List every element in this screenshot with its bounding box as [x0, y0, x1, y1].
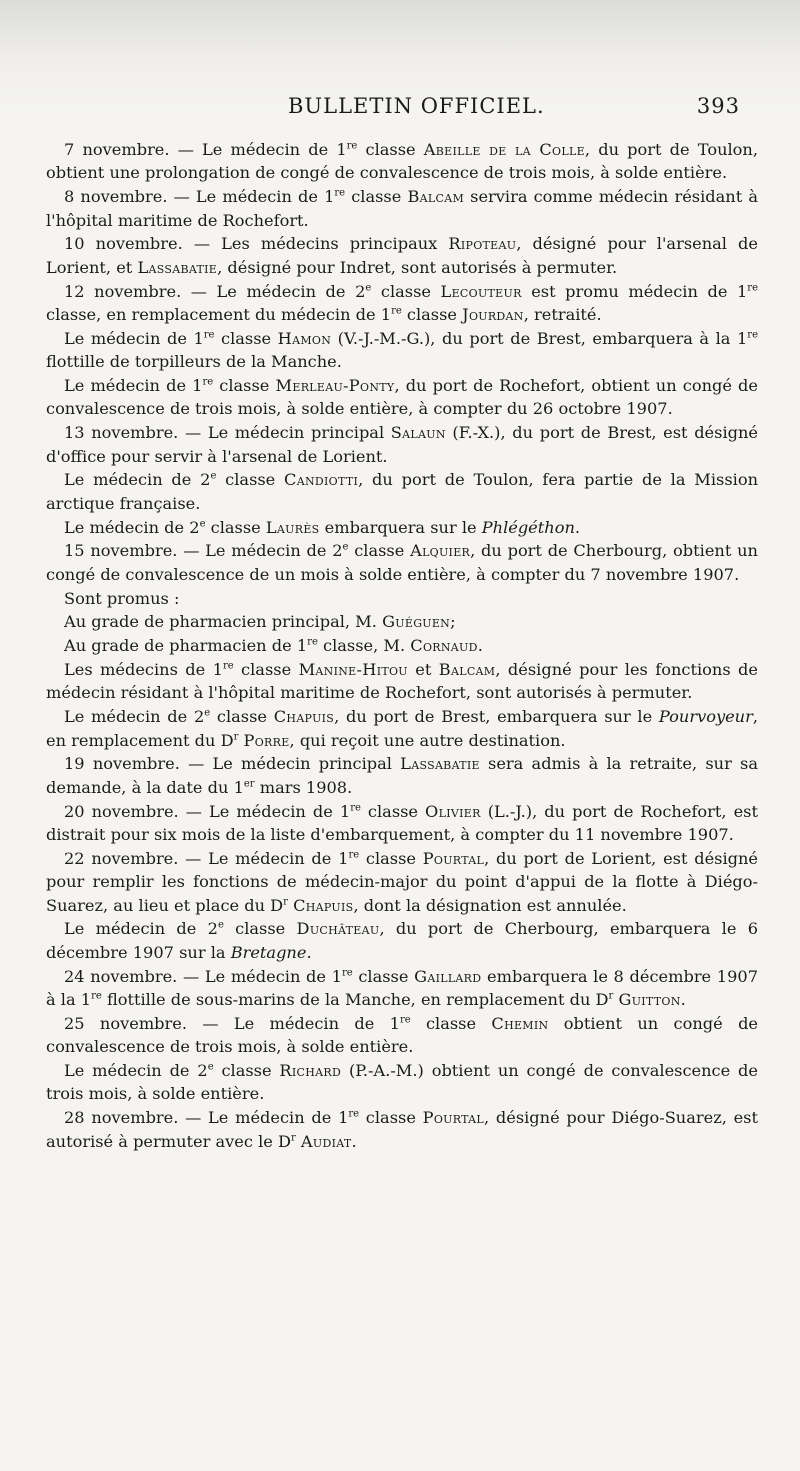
- ordinal-superscript: re: [348, 849, 360, 861]
- ordinal-superscript: r: [233, 731, 239, 743]
- paragraph: [46, 587, 758, 610]
- text-run: 12 novembre. — Le médecin de: [64, 281, 356, 301]
- text-run: .: [574, 517, 581, 537]
- page-header: [70, 90, 740, 126]
- ordinal-superscript: re: [202, 376, 214, 388]
- paragraph: [46, 280, 758, 327]
- paragraph: [46, 468, 758, 515]
- text-run: 1: [233, 777, 244, 797]
- text-run: Le médecin de: [64, 1061, 198, 1081]
- paragraph: [46, 634, 758, 657]
- text-run: classe: [213, 376, 276, 396]
- text-run: 1: [324, 187, 335, 207]
- text-run: , du port de Cherbourg, obtient un congé de convalescence de un mois à solde entière, à compter du 7 novembre 1907.: [46, 541, 758, 584]
- ordinal-superscript: e: [217, 920, 224, 932]
- text-run: .: [680, 990, 686, 1010]
- person-name: Guéguen: [382, 612, 451, 632]
- ordinal-superscript: re: [341, 967, 353, 979]
- ordinal-superscript: re: [348, 1108, 360, 1120]
- ordinal-superscript: e: [204, 707, 211, 719]
- text-run: 2: [355, 281, 366, 301]
- ordinal-superscript: re: [747, 282, 758, 294]
- text-run: 1: [336, 140, 347, 159]
- text-run: 2: [200, 470, 211, 490]
- text-run: embarquera le 8 décembre 1907 à la: [46, 966, 758, 1010]
- paragraph: [46, 1059, 758, 1106]
- text-run: 1: [389, 1013, 400, 1033]
- text-run: 2: [197, 1061, 208, 1081]
- text-run: classe: [360, 801, 426, 821]
- text-run: , désigné pour les fonctions de médecin résidant à l'hôpital maritime de Rochefort, sont autorisés à permuter.: [46, 660, 758, 703]
- text-run: , du port de Toulon, fera partie de la Mission arctique française.: [46, 470, 759, 513]
- person-name: Audiat: [300, 1131, 352, 1151]
- text-run: flottille de sous-marins de la Manche, en remplacement du D: [101, 990, 609, 1010]
- ordinal-superscript: e: [342, 542, 349, 554]
- text-run: , du port de Rochefort, obtient un congé de convalescence de trois mois, à solde entière, à compter du 26 octobre 1907.: [46, 376, 758, 419]
- person-name: Laurès: [265, 517, 320, 537]
- text-run: classe: [359, 848, 423, 868]
- text-run: Le médecin de: [64, 376, 193, 396]
- text-run: classe: [352, 966, 415, 986]
- text-run: classe: [359, 1108, 423, 1128]
- ordinal-superscript: e: [207, 1061, 214, 1073]
- person-name: Candiotti: [284, 470, 359, 490]
- person-name: Balcam: [438, 660, 496, 680]
- text-run: 1: [339, 801, 351, 821]
- text-run: Le médecin de: [64, 919, 208, 939]
- person-name: Duchâteau: [296, 919, 380, 939]
- person-name: Pourtal: [422, 848, 485, 868]
- text-run: 19 novembre. — Le médecin principal: [64, 754, 401, 774]
- text-run: 20 novembre. — Le médecin de: [64, 801, 340, 821]
- ordinal-superscript: re: [350, 802, 361, 814]
- person-name: Cornaud: [410, 636, 478, 656]
- text-run: 1: [338, 1108, 349, 1128]
- text-run: 15 novembre. — Le médecin de: [64, 541, 333, 561]
- person-name: Gaillard: [414, 966, 482, 986]
- text-run: , du port de Lorient, est désigné pour remplir les fonctions de médecin-major du point d'appui de la flotte à Diégo-Suarez, au lieu et place du D: [46, 848, 758, 915]
- ordinal-superscript: re: [391, 305, 402, 317]
- text-run: flottille de torpilleurs de la Manche.: [46, 352, 342, 372]
- ship-name: Bretagne: [230, 942, 307, 962]
- text-run: obtient un congé de convalescence de trois mois, à solde entière.: [46, 1013, 759, 1057]
- person-name: Porre: [243, 730, 290, 750]
- paragraph: [46, 421, 758, 468]
- person-name: Balcam: [407, 187, 465, 207]
- text-run: Sont promus :: [64, 588, 180, 608]
- text-run: 2: [193, 707, 205, 727]
- text-run: 22 novembre. — Le médecin de: [64, 848, 339, 868]
- ordinal-superscript: e: [365, 282, 372, 294]
- ship-name: Phlégéthon: [481, 517, 575, 537]
- text-run: classe: [223, 919, 297, 939]
- text-run: classe: [210, 707, 274, 727]
- text-run: classe, M.: [317, 636, 411, 656]
- ordinal-superscript: re: [747, 329, 758, 341]
- text-run: (F.-X.), du port de Brest, est désigné d'office pour servir à l'arsenal de Lorient.: [46, 423, 758, 466]
- text-run: , dont la désignation est annulée.: [353, 895, 627, 915]
- text-run: Le médecin de: [64, 707, 194, 727]
- person-name: Pourtal: [422, 1108, 484, 1128]
- text-run: 10 novembre. — Les médecins principaux: [64, 234, 449, 254]
- text-run: 13 novembre. — Le médecin principal: [64, 423, 391, 443]
- text-run: 1: [736, 328, 748, 348]
- paragraph: [46, 185, 758, 232]
- text-run: , désigné pour l'arsenal de Lorient, et: [46, 234, 758, 277]
- person-name: Guitton: [618, 990, 681, 1010]
- text-run: 2: [332, 541, 343, 561]
- text-run: classe: [345, 187, 408, 207]
- paragraph: [46, 752, 758, 799]
- text-run: 1: [331, 966, 342, 986]
- text-run: Au grade de pharmacien de: [64, 636, 297, 656]
- paragraph: [46, 1106, 758, 1153]
- ordinal-superscript: er: [243, 778, 255, 790]
- person-name: Chapuis: [293, 895, 354, 915]
- text-run: 1: [736, 281, 748, 301]
- paragraph: [46, 516, 758, 539]
- text-run: 1: [296, 636, 308, 656]
- ordinal-superscript: re: [91, 990, 102, 1002]
- paragraph: [46, 539, 758, 586]
- paragraph: [46, 1012, 758, 1059]
- ordinal-superscript: r: [290, 1132, 296, 1144]
- person-name: Olivier: [425, 801, 481, 821]
- ordinal-superscript: r: [283, 896, 288, 908]
- person-name: Lecouteur: [440, 281, 522, 301]
- ordinal-superscript: re: [203, 329, 215, 341]
- text-run: est promu médecin de: [521, 281, 737, 301]
- text-run: et: [407, 660, 439, 680]
- person-name: Chemin: [491, 1013, 549, 1033]
- text-run: classe: [214, 328, 278, 348]
- person-name: Jourdan: [462, 305, 524, 325]
- text-run: (L.-J.), du port de Rochefort, est distrait pour six mois de la liste d'embarquement, à compter du 11 novembre 1907.: [46, 801, 758, 845]
- text-run: classe: [410, 1013, 492, 1033]
- text-run: , désigné pour Diégo-Suarez, est autorisé à permuter avec le D: [46, 1108, 758, 1151]
- text-run: 1: [80, 990, 92, 1010]
- paragraph: [46, 232, 758, 279]
- text-run: 2: [189, 517, 200, 537]
- text-run: , du port de Toulon, obtient une prolongation de congé de convalescence de trois mois, à solde entière.: [46, 140, 758, 183]
- text-run: classe: [348, 541, 411, 561]
- person-name: Lassabatie: [400, 754, 480, 774]
- text-run: 28 novembre. — Le médecin de: [64, 1108, 339, 1128]
- ordinal-superscript: re: [307, 636, 318, 648]
- text-run: , retraité.: [523, 305, 602, 325]
- text-run: mars 1908.: [254, 777, 353, 797]
- text-run: classe: [213, 1061, 280, 1081]
- paragraph: [46, 800, 758, 847]
- text-run: ;: [450, 612, 456, 632]
- text-run: 8 novembre. — Le médecin de: [64, 187, 325, 207]
- text-run: servira comme médecin résidant à l'hôpital maritime de Rochefort.: [46, 187, 758, 230]
- paragraph: [46, 847, 758, 917]
- text-run: 2: [207, 919, 218, 939]
- text-run: sera admis à la retraite, sur sa demande, à la date du: [46, 754, 758, 797]
- person-name: Ripoteau: [448, 234, 517, 254]
- text-run: .: [306, 942, 312, 962]
- text-run: classe: [205, 517, 266, 537]
- person-name: Manine-Hitou: [298, 660, 408, 680]
- text-run: (P.-A.-M.) obtient un congé de convalescence de trois mois, à solde entière.: [46, 1061, 758, 1104]
- text-run: Au grade de pharmacien principal, M.: [64, 612, 383, 632]
- person-name: Abeille de la Colle: [423, 140, 585, 159]
- text-run: , en remplacement du D: [46, 707, 759, 750]
- ordinal-superscript: re: [334, 187, 346, 199]
- ordinal-superscript: re: [399, 1014, 411, 1026]
- person-name: Richard: [279, 1061, 342, 1081]
- person-name: Lassabatie: [137, 257, 218, 277]
- person-name: Merleau-Ponty: [275, 376, 395, 396]
- text-run: classe: [371, 281, 441, 301]
- text-run: Le médecin de: [64, 517, 190, 537]
- person-name: Chapuis: [273, 707, 335, 727]
- ordinal-superscript: r: [608, 990, 614, 1002]
- paragraph: [46, 327, 758, 374]
- text-run: classe: [233, 660, 299, 680]
- text-run: , désigné pour Indret, sont autorisés à permuter.: [217, 257, 618, 277]
- text-run: 7 novembre. — Le médecin de: [64, 140, 337, 159]
- ship-name: Pourvoyeur: [658, 707, 753, 727]
- page-number: 393: [696, 94, 740, 118]
- paragraph: [46, 658, 758, 705]
- text-run: 1: [192, 376, 203, 396]
- paragraph: [46, 138, 758, 185]
- text-run: 1: [338, 848, 349, 868]
- text-run: .: [351, 1131, 357, 1151]
- text-run: 24 novembre. — Le médecin de: [64, 966, 332, 986]
- paragraph: [46, 965, 758, 1012]
- ordinal-superscript: re: [222, 660, 234, 672]
- text-run: Le médecin de: [64, 328, 194, 348]
- text-run: classe: [401, 305, 463, 325]
- text-run: Les médecins de: [64, 660, 213, 680]
- text-run: , du port de Cherbourg, embarquera le 6 décembre 1907 sur la: [46, 919, 759, 962]
- text-run: 1: [212, 660, 223, 680]
- text-run: 1: [380, 305, 392, 325]
- text-run: .: [477, 636, 483, 656]
- body-text: [46, 138, 758, 1153]
- paragraph: [46, 610, 758, 633]
- text-run: classe: [216, 470, 285, 490]
- text-run: classe: [357, 140, 424, 159]
- person-name: Alquier: [410, 541, 471, 561]
- text-run: , qui reçoit une autre destination.: [289, 730, 566, 750]
- text-run: classe, en remplacement du médecin de: [46, 305, 381, 325]
- ordinal-superscript: e: [210, 471, 217, 483]
- ordinal-superscript: e: [199, 518, 206, 530]
- person-name: Hamon: [277, 328, 332, 348]
- paragraph: [46, 374, 758, 421]
- text-run: 1: [193, 328, 204, 348]
- paragraph: [46, 705, 758, 752]
- text-run: embarquera sur le: [319, 517, 482, 537]
- text-run: (V.-J.-M.-G.), du port de Brest, embarquera à la: [331, 328, 737, 348]
- text-run: , du port de Brest, embarquera sur le: [334, 707, 659, 727]
- running-title: BULLETIN OFFICIEL.: [288, 94, 545, 118]
- paragraph: [46, 917, 758, 964]
- text-run: Le médecin de: [64, 470, 201, 490]
- ordinal-superscript: re: [346, 140, 358, 152]
- text-run: 25 novembre. — Le médecin de: [64, 1013, 390, 1033]
- person-name: Salaun: [390, 423, 446, 443]
